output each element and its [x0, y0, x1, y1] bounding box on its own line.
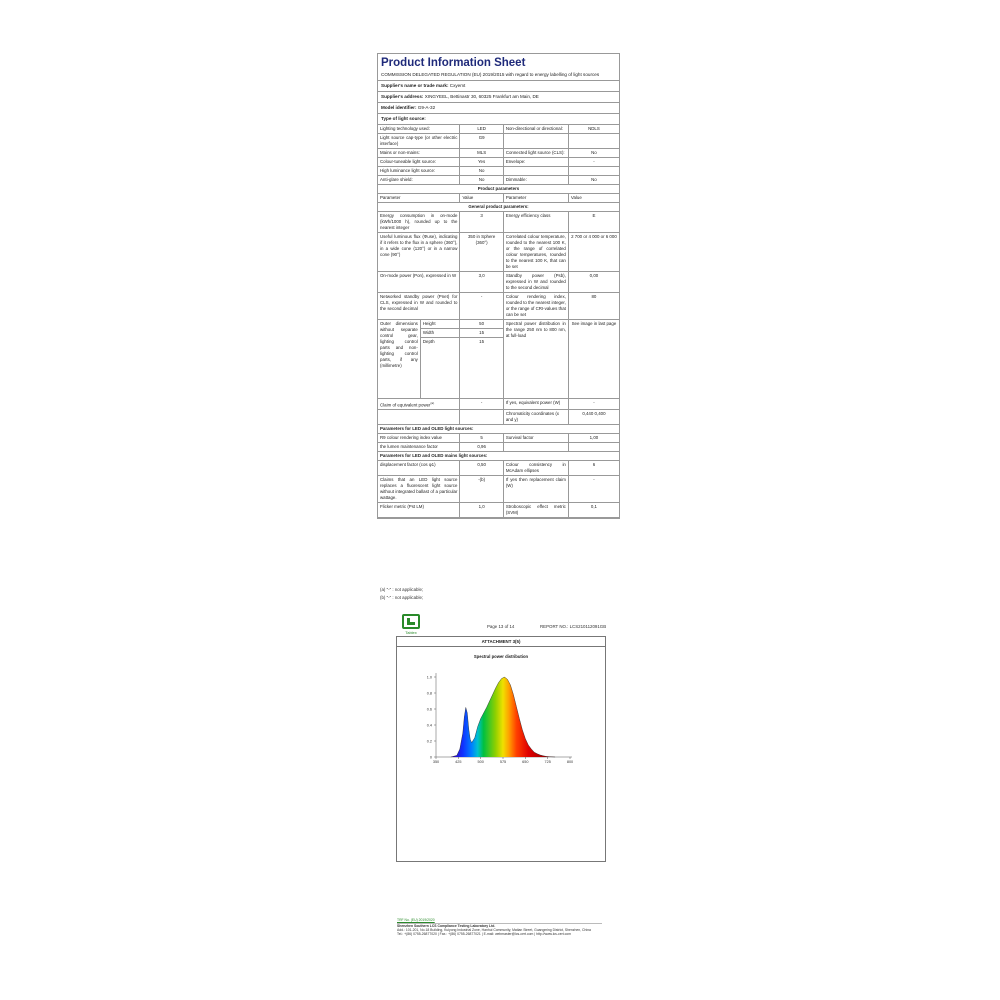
- col-header-parameter-2: Parameter: [503, 194, 568, 203]
- model-row: [378, 103, 619, 114]
- logo-label: Tablex: [405, 630, 417, 635]
- spd-value: See image in last page: [568, 320, 619, 399]
- general-param-1: On-mode power (Pon), expressed in W: [378, 272, 460, 293]
- led-param-1: R9 colour rendering index value: [378, 433, 460, 442]
- model-identifier: G9-A-32: [417, 105, 436, 110]
- light-source-value-2: No: [568, 149, 619, 158]
- led-value-2: [568, 442, 619, 451]
- supplier-address: XINGYEEL, Bettinastr 30, 60325 Frankfurt am Main, DE: [424, 94, 539, 99]
- light-source-value-2: [568, 134, 619, 149]
- light-source-param-2: Envelope:: [503, 158, 568, 167]
- trf-number: TRF No. (EU) 2019/2020: [397, 918, 435, 922]
- col-header-parameter-1: Parameter: [378, 194, 460, 203]
- light-source-value-2: NDLS: [568, 125, 619, 134]
- light-source-value-2: -: [568, 158, 619, 167]
- light-source-param-1: Anti-glare shield:: [378, 176, 460, 185]
- mains-value-1: 0,50: [460, 460, 503, 475]
- equivalent-power-label: [378, 398, 460, 409]
- report-number: REPORT NO.: LCS210112091GB: [540, 624, 607, 629]
- mains-param-2: If yes then replacement claim (W): [503, 475, 568, 502]
- y-tick-label: 1.0: [426, 675, 432, 680]
- supplier-name: Cxyemt: [449, 83, 466, 88]
- mains-value-2: 6: [568, 460, 619, 475]
- light-source-param-2: Non-directional or directional:: [503, 125, 568, 134]
- light-source-row: [378, 167, 619, 176]
- led-rows: [378, 433, 619, 451]
- general-parameters-heading: General product parameters:: [378, 203, 619, 212]
- led-row: [378, 442, 619, 451]
- light-source-rows: [378, 125, 619, 185]
- supplier-name-row: [378, 81, 619, 92]
- general-param-2: Energy efficiency class: [503, 212, 568, 233]
- light-source-row: [378, 176, 619, 185]
- supplier-address-label: Supplier's address:: [381, 94, 424, 99]
- light-source-param-2: Dimmable:: [503, 176, 568, 185]
- height-value: 50: [460, 320, 502, 329]
- col-header-value-1: Value: [460, 194, 503, 203]
- chromaticity-value: 0,440 0,400: [568, 409, 619, 424]
- mains-row: [378, 475, 619, 502]
- width-value: 15: [460, 329, 502, 338]
- light-source-row: [378, 125, 619, 134]
- lab-name: Shenzhen Southern LCS Compliance Testing Laboratory Ltd.: [397, 924, 496, 928]
- sheet-title: Product Information Sheet: [381, 57, 526, 69]
- report-footer: [397, 918, 602, 936]
- product-information-sheet: [377, 53, 620, 519]
- light-source-param-2: Connected light source (CLS):: [503, 149, 568, 158]
- light-source-param-1: Light source cap-type (or other electric interface): [378, 134, 460, 149]
- light-source-param-2: [503, 167, 568, 176]
- general-param-2: Colour rendering index, rounded to the nearest integer, or the range of CRI-values that can be set: [503, 293, 568, 320]
- mains-row: [378, 502, 619, 517]
- chart-title: Spectral power distribution: [473, 654, 529, 659]
- equivalent-power-value: -: [460, 398, 503, 409]
- parameter-table: [378, 125, 619, 518]
- light-source-value-1: G9: [460, 134, 503, 149]
- mains-param-1: displacement factor (cos φ1): [378, 460, 460, 475]
- footnote-a: (a) "-" : not applicable;: [380, 587, 424, 592]
- light-source-param-2: [503, 134, 568, 149]
- general-param-1: Networked standby power (Pnet) for CLS, expressed in W and rounded to the second decimal: [378, 293, 460, 320]
- x-tick-label: 350: [432, 760, 440, 764]
- general-param-2: Standby power (Psb), expressed in W and rounded to the second decimal: [503, 272, 568, 293]
- footnote-b: (b) "-" : not applicable;: [380, 595, 424, 600]
- light-source-value-1: Yes: [460, 158, 503, 167]
- x-tick-label: 575: [499, 760, 507, 764]
- light-source-row: [378, 158, 619, 167]
- mains-row: [378, 460, 619, 475]
- led-parameters-heading: Parameters for LED and OLED light sources:: [378, 424, 619, 433]
- x-tick-label: 425: [455, 760, 462, 764]
- general-row: [378, 212, 619, 233]
- y-tick-label: 0: [429, 755, 432, 760]
- mains-param-2: Colour consistency in McAdam ellipses: [503, 460, 568, 475]
- light-source-row: [378, 134, 619, 149]
- equivalent-power-if-yes-label: If yes, equivalent power (W): [503, 398, 568, 409]
- y-tick-label: 0.6: [426, 707, 432, 712]
- attachment-title: ATTACHMENT 3(5): [397, 637, 605, 647]
- type-row: [378, 114, 619, 125]
- spd-label: Spectral power distribution in the range 250 nm to 800 nm, at full-load: [503, 320, 568, 399]
- note-a-marker: (a): [430, 400, 435, 405]
- general-param-2: Correlated colour temperature, rounded to the nearest 100 K, or the range of correlated colour temperatures, rounded to the nearest 100 K, that can be set: [503, 233, 568, 272]
- light-source-value-1: LED: [460, 125, 503, 134]
- page-number: Page 13 of 14: [487, 624, 515, 629]
- led-value-1: 5: [460, 433, 503, 442]
- general-value-1: -: [460, 293, 503, 320]
- general-rows: [378, 212, 619, 320]
- equivalent-power-text: Claim of equivalent power: [380, 401, 431, 407]
- spectral-power-chart: [397, 637, 607, 863]
- model-label: Model identifier:: [381, 105, 417, 110]
- general-param-1: Energy consumption in on-mode (kWh/1000 h), rounded up to the nearest integer: [378, 212, 460, 233]
- light-source-param-1: High luminance light source:: [378, 167, 460, 176]
- y-tick-label: 0.8: [426, 691, 432, 696]
- col-header-value-2: Value: [568, 194, 619, 203]
- mains-value-1: 1,0: [460, 502, 503, 517]
- depth-label: Depth: [422, 339, 435, 344]
- mains-parameters-heading: Parameters for LED and OLED mains light sources:: [378, 451, 619, 460]
- mains-param-1: Claims that an LED light source replaces a fluorescent light source without integrated ballast of a particular wattage.: [378, 475, 460, 502]
- general-row: [378, 293, 619, 320]
- led-value-1: 0,96: [460, 442, 503, 451]
- y-tick-label: 0.2: [426, 739, 432, 744]
- width-label: Width: [420, 329, 459, 338]
- product-parameters-block: [378, 185, 619, 212]
- dimensions-label: Outer dimensions without separate control gear, lighting control parts and non-lighting control parts, if any (millimetre): [378, 320, 420, 398]
- lab-address: Add.: 101-201, No.18 Building, Kuiyong Industrial Zone, Hanhui Community, Matian Street, Guangming District, Shenzhen, China: [397, 928, 591, 932]
- mains-param-2: Stroboscopic effect metric (SVM): [503, 502, 568, 517]
- light-source-row: [378, 149, 619, 158]
- light-source-value-2: No: [568, 176, 619, 185]
- x-tick-label: 500: [477, 760, 484, 764]
- general-value-1: 3: [460, 212, 503, 233]
- led-row: [378, 433, 619, 442]
- lab-contact: Tel.: +(86) 0755-26877020 | Fax.: +(86) 0755-26877021 | E-mail: webmaster@lcs-cert.com | http://www.lcs-cert.com: [397, 932, 571, 936]
- height-label: Height: [420, 320, 459, 329]
- regulation-text: COMMISSION DELEGATED REGULATION (EU) 2019/2015 with regard to energy labelling of light sources: [381, 72, 600, 77]
- general-param-1: Useful luminous flux (Φuse), indicating if it refers to the flux in a sphere (360°), in a wide cone (120°) or in a narrow cone (90°): [378, 233, 460, 272]
- light-source-param-1: Colour-tuneable light source:: [378, 158, 460, 167]
- attachment-frame: [396, 636, 606, 862]
- led-param-1: the lumen maintenance factor: [378, 442, 460, 451]
- general-value-2: 80: [568, 293, 619, 320]
- lab-logo: [402, 614, 420, 636]
- equivalent-power-if-yes-value: -: [568, 398, 619, 409]
- general-value-2: E: [568, 212, 619, 233]
- general-value-2: 0,00: [568, 272, 619, 293]
- led-value-2: 1,00: [568, 433, 619, 442]
- y-tick-label: 0.4: [426, 723, 432, 728]
- led-param-2: Survival factor: [503, 433, 568, 442]
- dimensions-block: [378, 320, 619, 434]
- light-source-param-1: Mains or non-mains:: [378, 149, 460, 158]
- depth-value: 15: [479, 339, 485, 344]
- x-tick-label: 725: [544, 760, 551, 764]
- spectrum-area: [451, 677, 555, 757]
- chromaticity-label: Chromaticity coordinates (x and y): [503, 409, 568, 424]
- sheet-header: [378, 54, 619, 81]
- x-tick-label: 650: [522, 760, 529, 764]
- general-row: [378, 272, 619, 293]
- mains-value-2: -: [568, 475, 619, 502]
- mains-param-1: Flicker metric (Pst LM): [378, 502, 460, 517]
- footnotes: [380, 586, 423, 602]
- light-source-value-2: [568, 167, 619, 176]
- light-source-value-1: MLS: [460, 149, 503, 158]
- type-label: Type of light source:: [381, 116, 426, 121]
- light-source-value-1: No: [460, 167, 503, 176]
- x-tick-label: 800: [566, 760, 574, 764]
- light-source-value-1: No: [460, 176, 503, 185]
- general-row: [378, 233, 619, 272]
- general-value-1: 350 in Sphere (360°): [460, 233, 503, 272]
- lcs-logo-icon: [402, 614, 420, 629]
- led-param-2: [503, 442, 568, 451]
- product-parameters-heading: Product parameters: [378, 185, 619, 194]
- general-value-1: 3,0: [460, 272, 503, 293]
- light-source-param-1: Lighting technology used:: [378, 125, 460, 134]
- mains-value-2: 0,1: [568, 502, 619, 517]
- supplier-name-label: Supplier's name or trade mark:: [381, 83, 449, 88]
- mains-value-1: -(b): [460, 475, 503, 502]
- general-value-2: 2 700 or 4 000 or 6 000: [568, 233, 619, 272]
- mains-rows: [378, 460, 619, 517]
- supplier-address-row: [378, 92, 619, 103]
